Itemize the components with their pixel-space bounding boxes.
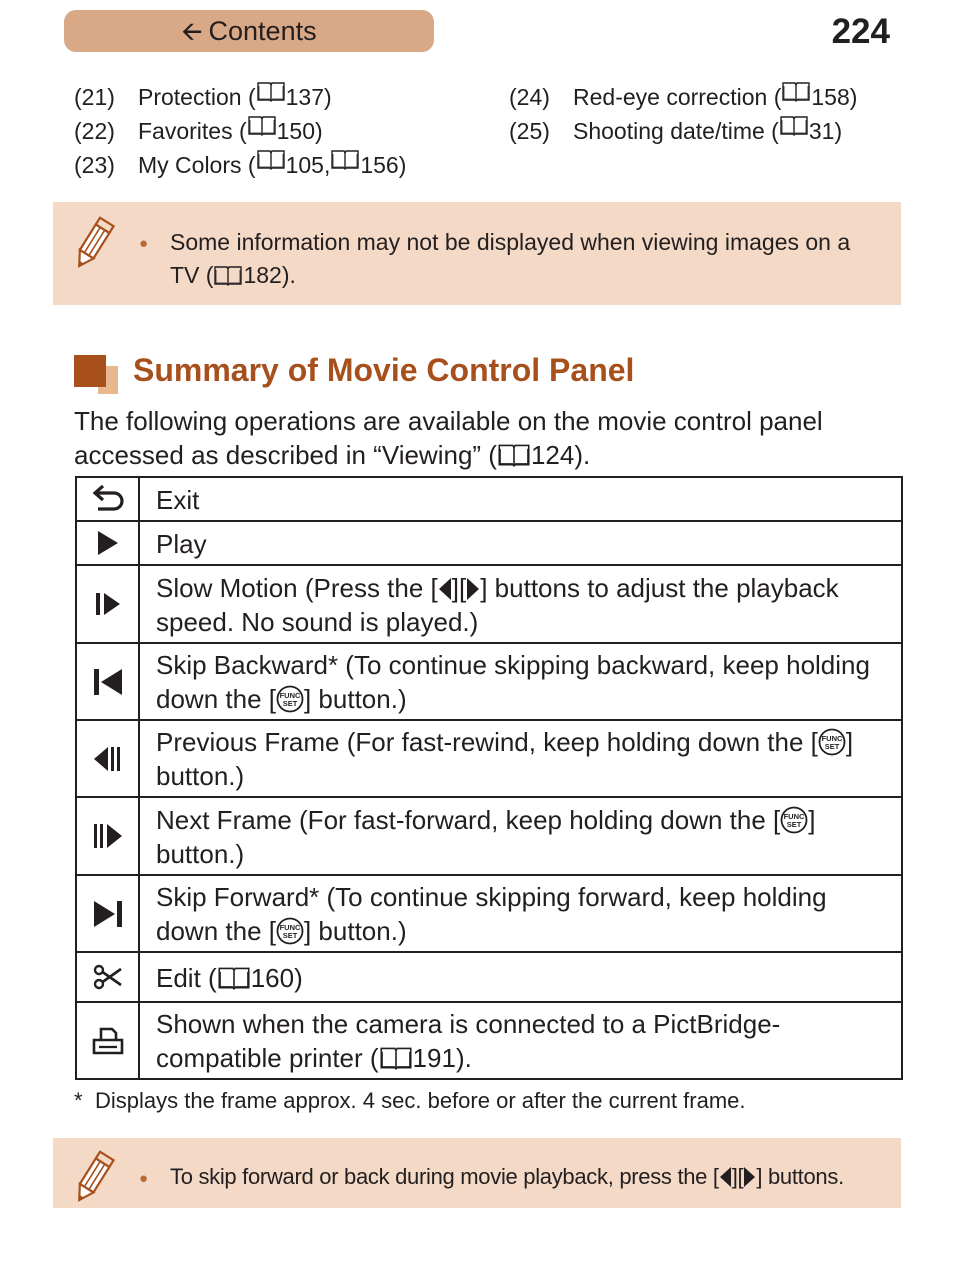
left-arrow-button-icon (438, 577, 452, 601)
next-frame-icon (93, 822, 123, 850)
table-row (76, 1002, 902, 1079)
book-icon (497, 442, 531, 467)
description-cell: Edit ( 160) (139, 952, 902, 1002)
footnote: * Displays the frame approx. 4 sec. before or after the current frame. (74, 1088, 746, 1113)
bullet-icon: ● (139, 235, 149, 252)
table-row (76, 875, 902, 952)
print-icon (92, 1026, 124, 1056)
bullet-icon: ● (139, 1170, 149, 1187)
note-text: Some information may not be displayed when viewing images on a TV ( 182). (170, 229, 851, 288)
right-arrow-button-icon (466, 577, 480, 601)
func-set-button-icon (780, 806, 808, 834)
svg-text:SET: SET (282, 931, 298, 940)
func-set-button-icon (276, 685, 304, 713)
page-ref[interactable]: 156 (360, 152, 399, 178)
slow-motion-icon (95, 592, 121, 616)
contents-label: Contents (208, 15, 317, 46)
table-row (76, 521, 902, 565)
svg-text:SET: SET (282, 699, 298, 708)
icon-cell (76, 477, 139, 521)
skip-forward-icon (93, 900, 123, 928)
book-icon (256, 148, 286, 170)
svg-text:FUNC: FUNC (279, 923, 301, 932)
note-text: To skip forward or back during movie playback, press the [ ][ ] buttons. (170, 1164, 844, 1189)
description-cell: Play (139, 521, 902, 565)
svg-text:FUNC: FUNC (279, 691, 301, 700)
table-row (76, 477, 902, 521)
description-cell: Slow Motion (Press the [ ][ ] buttons to adjust the playback speed. No sound is played.) (139, 565, 902, 643)
icon-cell (76, 797, 139, 875)
movie-control-table (75, 476, 903, 1080)
book-icon (779, 114, 809, 136)
icon-cell (76, 643, 139, 720)
book-icon (330, 148, 360, 170)
skip-backward-icon (93, 668, 123, 696)
contents-button[interactable] (64, 10, 434, 52)
page-ref[interactable]: 191 (412, 1043, 456, 1073)
svg-text:SET: SET (824, 742, 840, 751)
scissors-icon (93, 963, 123, 991)
back-arrow-icon: 🡨 (181, 16, 203, 46)
func-set-button-icon (818, 728, 846, 756)
page-ref[interactable]: 160 (250, 962, 295, 993)
icon-cell (76, 565, 139, 643)
item-list-left (74, 80, 406, 182)
book-icon (247, 114, 277, 136)
note-box (53, 1138, 901, 1208)
description-cell: Next Frame (For fast-forward, keep holding down the [ FUNC SET ] button.) (139, 797, 902, 875)
previous-frame-icon (93, 745, 123, 773)
description-cell: Exit (139, 477, 902, 521)
page-ref[interactable]: 105 (285, 152, 324, 178)
description-cell: Skip Forward* (To continue skipping forward, keep holding down the [ FUNC SET ] button.) (139, 875, 902, 952)
table-row (76, 952, 902, 1002)
page-number: 224 (831, 12, 890, 51)
func-set-button-icon (276, 917, 304, 945)
list-item: (25) Shooting date/time ( 31 ) (509, 114, 857, 148)
list-item: (22) Favorites ( 150 ) (74, 114, 406, 148)
list-item: (23) My Colors ( 105 , 156 ) (74, 148, 406, 182)
left-arrow-button-icon (719, 1166, 732, 1188)
page-ref[interactable]: 158 (811, 84, 850, 110)
table-row (76, 565, 902, 643)
page-ref[interactable]: 137 (285, 84, 324, 110)
page-ref[interactable]: 31 (808, 118, 835, 144)
item-list-right (509, 80, 857, 148)
svg-text:FUNC: FUNC (821, 734, 843, 743)
icon-cell (76, 952, 139, 1002)
exit-icon (92, 485, 124, 513)
book-icon (217, 965, 251, 990)
icon-cell (76, 720, 139, 797)
icon-cell (76, 875, 139, 952)
table-row (76, 720, 902, 797)
intro-paragraph: The following operations are available on the movie control panel accessed as described in “Viewing” ( 124). (74, 406, 823, 470)
description-cell: Shown when the camera is connected to a PictBridge-compatible printer ( 191). (139, 1002, 902, 1079)
svg-text:SET: SET (786, 819, 802, 829)
svg-text:FUNC: FUNC (783, 811, 805, 821)
section-title: Summary of Movie Control Panel (133, 352, 635, 388)
right-arrow-button-icon (743, 1166, 756, 1188)
play-icon (96, 530, 120, 556)
icon-cell (76, 1002, 139, 1079)
heading-marker (74, 355, 106, 387)
description-cell: Previous Frame (For fast-rewind, keep holding down the [ FUNC SET ] button.) (139, 720, 902, 797)
description-cell: Skip Backward* (To continue skipping backward, keep holding down the [ FUNC SET ] button.) (139, 643, 902, 720)
table-row (76, 797, 902, 875)
page-ref[interactable]: 124 (530, 440, 575, 470)
table-row (76, 643, 902, 720)
book-icon (781, 80, 811, 102)
icon-cell (76, 521, 139, 565)
list-item: (21) Protection ( 137 ) (74, 80, 406, 114)
book-icon (213, 264, 243, 286)
page-ref[interactable]: 150 (276, 118, 316, 144)
page-ref[interactable]: 182 (243, 262, 282, 288)
pencil-icon (69, 1150, 117, 1206)
book-icon (256, 80, 286, 102)
pencil-icon (69, 216, 117, 272)
list-item: (24) Red-eye correction ( 158 ) (509, 80, 857, 114)
note-box (53, 202, 901, 305)
book-icon (379, 1045, 413, 1070)
